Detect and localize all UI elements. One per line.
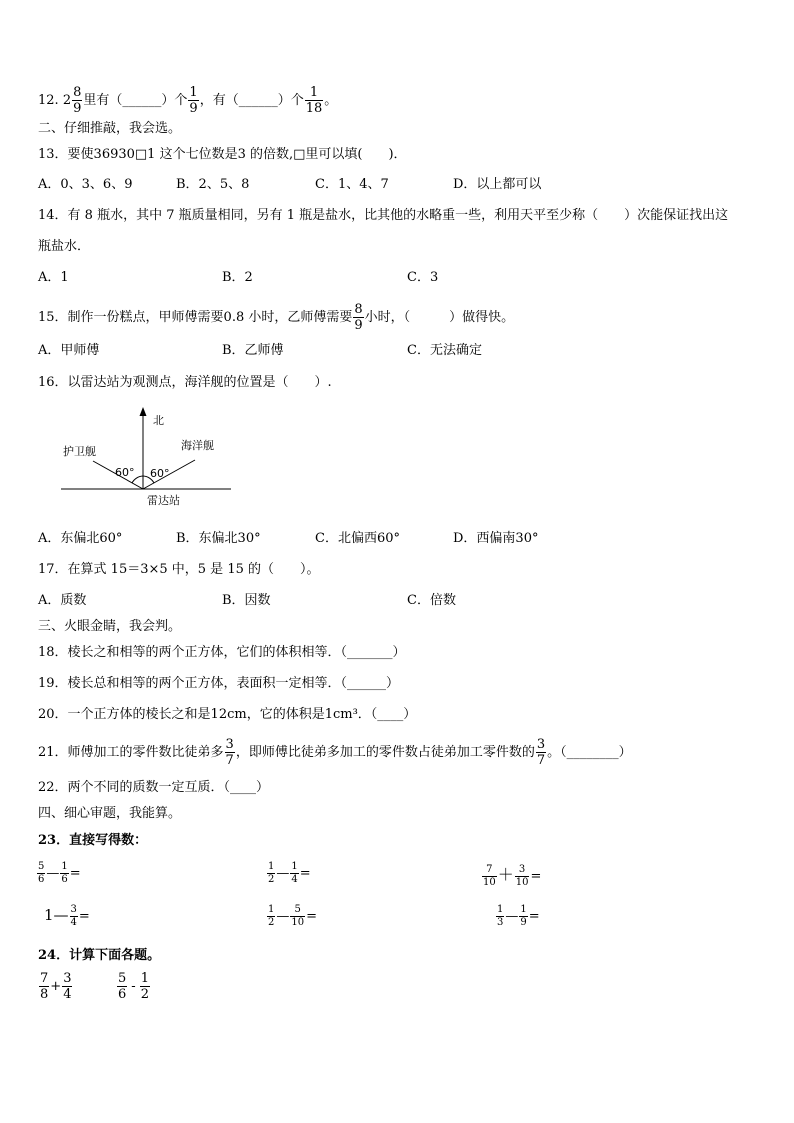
- option-17-b[interactable]: B．因数: [222, 593, 271, 608]
- option-17-c[interactable]: C．倍数: [407, 593, 456, 608]
- fraction: $\frac{3}{10}$: [515, 864, 529, 888]
- question-17: 17．在算式 15＝3×5 中，5 是 15 的（ ）。: [38, 562, 320, 577]
- fraction: $\frac{5}{10}$: [291, 904, 305, 928]
- answer-blank[interactable]: ______: [238, 93, 278, 108]
- question-12: 12. 2 $\frac{8}{9}$ 里有（______）个 $\frac{1}{9}$ ，有（______）个 $\frac{1}{18}$ 。: [38, 85, 338, 116]
- calc-23-3[interactable]: $\frac{7}{10}$ ＋ $\frac{3}{10}$ =: [483, 864, 542, 888]
- option-16-d[interactable]: D．西偏南30°: [453, 531, 539, 546]
- question-23-title: 23．直接写得数：: [38, 833, 148, 848]
- fraction: $\frac{1}{9}$: [520, 904, 527, 928]
- fraction: $\frac{1}{3}$: [497, 904, 504, 928]
- fraction-3-7: $\frac{3}{7}$: [225, 737, 234, 768]
- fraction: $\frac{7}{10}$: [483, 864, 496, 888]
- fraction-1-9: $\frac{1}{9}$: [189, 85, 198, 116]
- question-15: 15．制作一份糕点，甲师傅需要0.8 小时，乙师傅需要 $\frac{8}{9}$ 小时，（ ）做得快。: [38, 302, 515, 333]
- option-15-a[interactable]: A．甲师傅: [38, 343, 100, 358]
- option-17-a[interactable]: A．质数: [38, 593, 87, 608]
- question-13: 13．要使36930□1 这个七位数是3 的倍数,□里可以填( )．: [38, 147, 407, 162]
- option-14-c[interactable]: C．3: [407, 270, 439, 285]
- question-19: 19．棱长总和相等的两个正方体，表面积一定相等．（______）: [38, 676, 400, 691]
- calc-23-5[interactable]: $\frac{1}{2}$ — $\frac{5}{10}$ =: [268, 904, 318, 928]
- fraction: $\frac{1}{4}$: [291, 861, 298, 885]
- radar-direction-diagram: [55, 405, 240, 510]
- fraction: $\frac{5}{6}$: [118, 971, 127, 1002]
- option-14-a[interactable]: A．1: [38, 270, 69, 285]
- fraction-8-9: $\frac{8}{9}$: [73, 85, 82, 116]
- option-16-a[interactable]: A．东偏北60°: [38, 531, 123, 546]
- section-2-heading: 二、仔细推敲，我会选。: [38, 121, 182, 136]
- fraction: $\frac{3}{4}$: [63, 971, 72, 1002]
- calc-23-4[interactable]: 1— $\frac{3}{4}$ =: [44, 904, 90, 928]
- question-20: 20．一个正方体的棱长之和是12cm，它的体积是1cm³．（____）: [38, 707, 417, 722]
- fraction: $\frac{1}{2}$: [268, 861, 275, 885]
- angle-left-label: 60°: [115, 466, 135, 479]
- question-22: 22．两个不同的质数一定互质．（____）: [38, 780, 270, 795]
- fraction: $\frac{3}{4}$: [70, 904, 77, 928]
- north-label: 北: [153, 414, 164, 427]
- fraction: $\frac{1}{2}$: [140, 971, 149, 1002]
- calc-24-1[interactable]: $\frac{7}{8}$ + $\frac{3}{4}$: [40, 971, 72, 1002]
- fraction-1-18: $\frac{1}{18}$: [305, 85, 323, 116]
- angle-right-label: 60°: [150, 467, 170, 480]
- calc-23-6[interactable]: $\frac{1}{3}$ — $\frac{1}{9}$ =: [497, 904, 540, 928]
- question-16: 16．以雷达站为观测点，海洋舰的位置是（ ）.: [38, 375, 332, 390]
- option-15-c[interactable]: C．无法确定: [407, 343, 482, 358]
- question-14-line1: 14．有 8 瓶水，其中 7 瓶质量相同，另有 1 瓶是盐水，比其他的水略重一些，利用天平至少称（ ）次能保证找出这: [38, 208, 729, 223]
- calc-24-2[interactable]: $\frac{5}{6}$ - $\frac{1}{2}$: [118, 971, 149, 1002]
- fraction: $\frac{1}{6}$: [61, 861, 68, 885]
- escort-ship-label: 护卫舰: [63, 445, 96, 458]
- fraction: $\frac{1}{2}$: [268, 904, 275, 928]
- option-16-b[interactable]: B．东偏北30°: [176, 531, 261, 546]
- option-14-b[interactable]: B．2: [222, 270, 253, 285]
- calc-23-2[interactable]: $\frac{1}{2}$ — $\frac{1}{4}$ =: [268, 861, 311, 885]
- section-4-heading: 四、细心审题，我能算。: [38, 806, 182, 821]
- fraction: $\frac{7}{8}$: [40, 971, 49, 1002]
- north-arrowhead: [140, 407, 147, 416]
- fraction-8-9: $\frac{8}{9}$: [354, 302, 363, 333]
- fraction-3-7: $\frac{3}{7}$: [536, 737, 546, 768]
- calc-23-1[interactable]: $\frac{5}{6}$ — $\frac{1}{6}$ =: [38, 861, 81, 885]
- option-13-c[interactable]: C．1、4、7: [315, 177, 389, 192]
- option-13-a[interactable]: A．0、3、6、9: [38, 177, 133, 192]
- option-15-b[interactable]: B．乙师傅: [222, 343, 284, 358]
- answer-blank[interactable]: ______: [122, 93, 162, 108]
- option-16-c[interactable]: C．北偏西60°: [315, 531, 400, 546]
- question-14-line2: 瓶盐水．: [38, 239, 91, 254]
- ocean-ship-label: 海洋舰: [181, 439, 214, 452]
- question-24-title: 24．计算下面各题。: [38, 948, 161, 963]
- section-3-heading: 三、火眼金睛，我会判。: [38, 619, 182, 634]
- fraction: $\frac{5}{6}$: [38, 861, 45, 885]
- question-18: 18．棱长之和相等的两个正方体，它们的体积相等．（_______）: [38, 645, 406, 660]
- option-13-d[interactable]: D．以上都可以: [453, 177, 542, 192]
- option-13-b[interactable]: B．2、5、8: [176, 177, 250, 192]
- question-21: 21．师傅加工的零件数比徒弟多 $\frac{3}{7}$ ，即师傅比徒弟多加工的零件数占徒弟加工零件数的 $\frac{3}{7}$ 。（________）: [38, 737, 632, 768]
- radar-station-label: 雷达站: [147, 494, 180, 507]
